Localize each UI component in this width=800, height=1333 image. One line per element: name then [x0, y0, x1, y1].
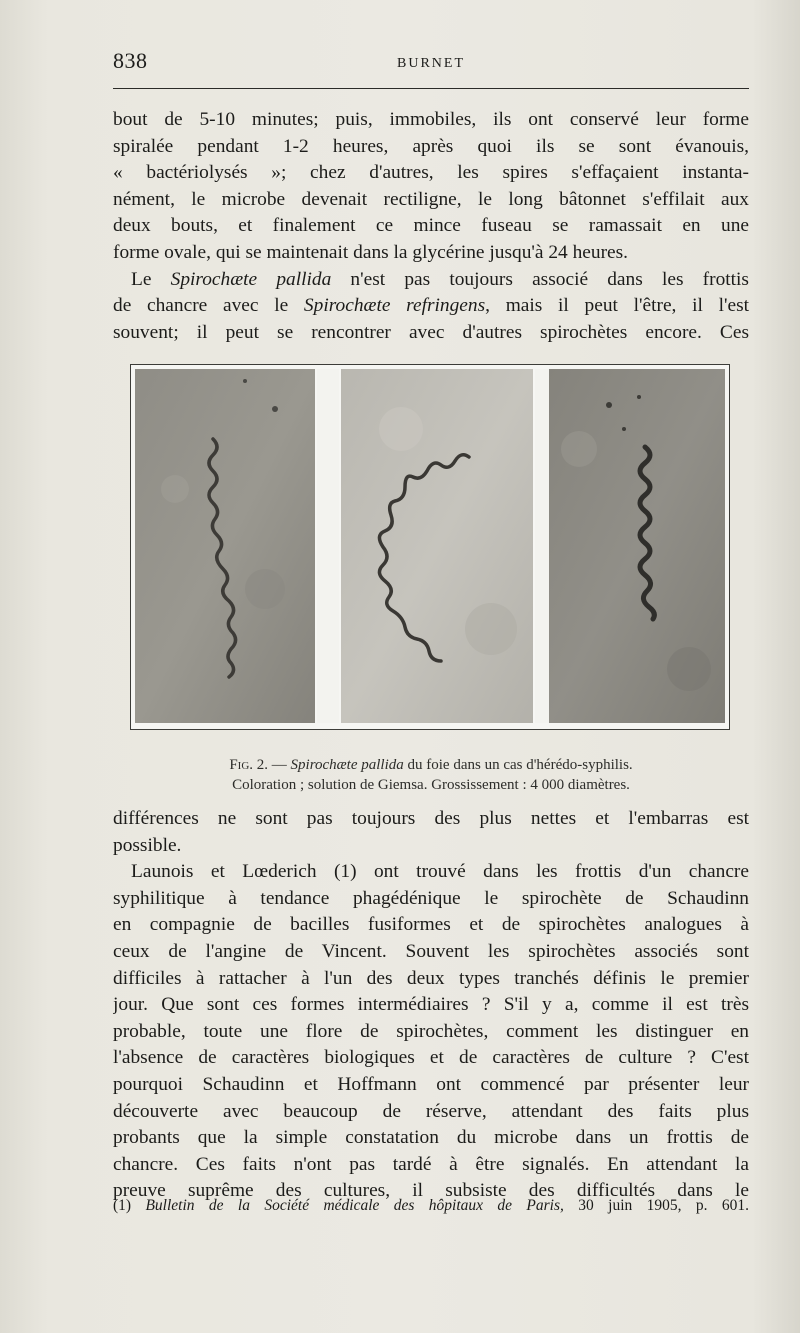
- text-line: de chancre avec le Spirochæte refringens, mais il peut l'être, il l'est: [113, 295, 749, 317]
- body-text-top: [113, 107, 749, 346]
- text-line: « bactériolysés »; chez d'autres, les spires s'effaçaient instanta-: [113, 162, 749, 184]
- text-line: possible.: [113, 834, 182, 856]
- page-number: 838: [113, 48, 148, 73]
- text-line: probants que la simple constatation du microbe dans un frottis de: [113, 1127, 749, 1149]
- figure-gap: [317, 369, 339, 723]
- text-line: bout de 5-10 minutes; puis, immobiles, ils ont conservé leur forme: [113, 109, 749, 130]
- body-text-bottom: [113, 806, 749, 1205]
- text-line: deux bouts, et finalement ce mince fuseau se ramassait en une: [113, 215, 749, 237]
- running-head: [113, 46, 749, 86]
- species-name: Spirochæte refringens: [303, 295, 486, 317]
- text-line: spiralée pendant 1-2 heures, après quoi ils se sont évanouis,: [113, 135, 749, 157]
- micrograph-panel-right: [549, 369, 725, 723]
- species-name: Spirochæte pallida: [170, 268, 332, 290]
- text-line: découverte avec beaucoup de réserve, attendant des faits plus: [113, 1100, 749, 1122]
- text-line: différences ne sont pas toujours des plus nettes et l'embarras est: [113, 808, 749, 829]
- text-line: syphilitique à tendance phagédénique le spirochète de Schaudinn: [113, 887, 749, 909]
- micrograph-panel-center: [341, 369, 533, 723]
- footnote-journal: Bulletin de la Société médicale des hôpitaux de Paris,: [145, 1197, 564, 1214]
- figure-micrograph: [130, 364, 730, 730]
- running-title: BURNET: [397, 56, 465, 71]
- text-line: nément, le microbe devenait rectiligne, le long bâtonnet s'effilait aux: [113, 188, 749, 210]
- figure-label: Fig. 2.: [229, 757, 269, 773]
- text-line: Le Spirochæte pallida n'est pas toujours associé dans les frottis: [131, 268, 749, 290]
- footnote: (1) Bulletin de la Société médicale des hôpitaux de Paris, 30 juin 1905, p. 601.: [113, 1197, 749, 1214]
- text-line: forme ovale, qui se maintenait dans la glycérine jusqu'à 24 heures.: [113, 241, 629, 263]
- text-line: preuve suprême des cultures, il subsiste des difficultés dans le: [113, 1180, 749, 1202]
- figure-species: Spirochæte pallida: [290, 757, 404, 773]
- text-line: probable, toute une flore de spirochètes, comment les distinguer en: [113, 1020, 749, 1042]
- figure-caption-line1: Fig. 2. — Spirochæte pallida du foie dans un cas d'hérédo-syphilis.: [229, 757, 633, 773]
- text-line: pourquoi Schaudinn et Hoffmann ont commencé par présenter leur: [113, 1073, 749, 1095]
- text-line: l'absence de caractères biologiques et de caractères de culture ? C'est: [113, 1047, 749, 1069]
- text-line: Launois et Lœderich (1) ont trouvé dans les frottis d'un chancre: [131, 861, 749, 883]
- text-line: jour. Que sont ces formes intermédiaires ? S'il y a, comme il est très: [113, 994, 749, 1016]
- micrograph-panel-left: [135, 369, 315, 723]
- text-line: chancre. Ces faits n'ont pas tardé à être signalés. En attendant la: [113, 1153, 749, 1175]
- figure-caption-line2: Coloration ; solution de Giemsa. Grossissement : 4 000 diamètres.: [232, 777, 630, 793]
- text-line: difficiles à rattacher à l'un des deux types tranchés définis le premier: [113, 967, 749, 989]
- text-line: en compagnie de bacilles fusiformes et de spirochètes analogues à: [113, 914, 749, 936]
- text-line: souvent; il peut se rencontrer avec d'autres spirochètes encore. Ces: [113, 321, 749, 343]
- text-line: ceux de l'angine de Vincent. Souvent les spirochètes associés sont: [113, 940, 749, 962]
- header-rule: [113, 88, 749, 89]
